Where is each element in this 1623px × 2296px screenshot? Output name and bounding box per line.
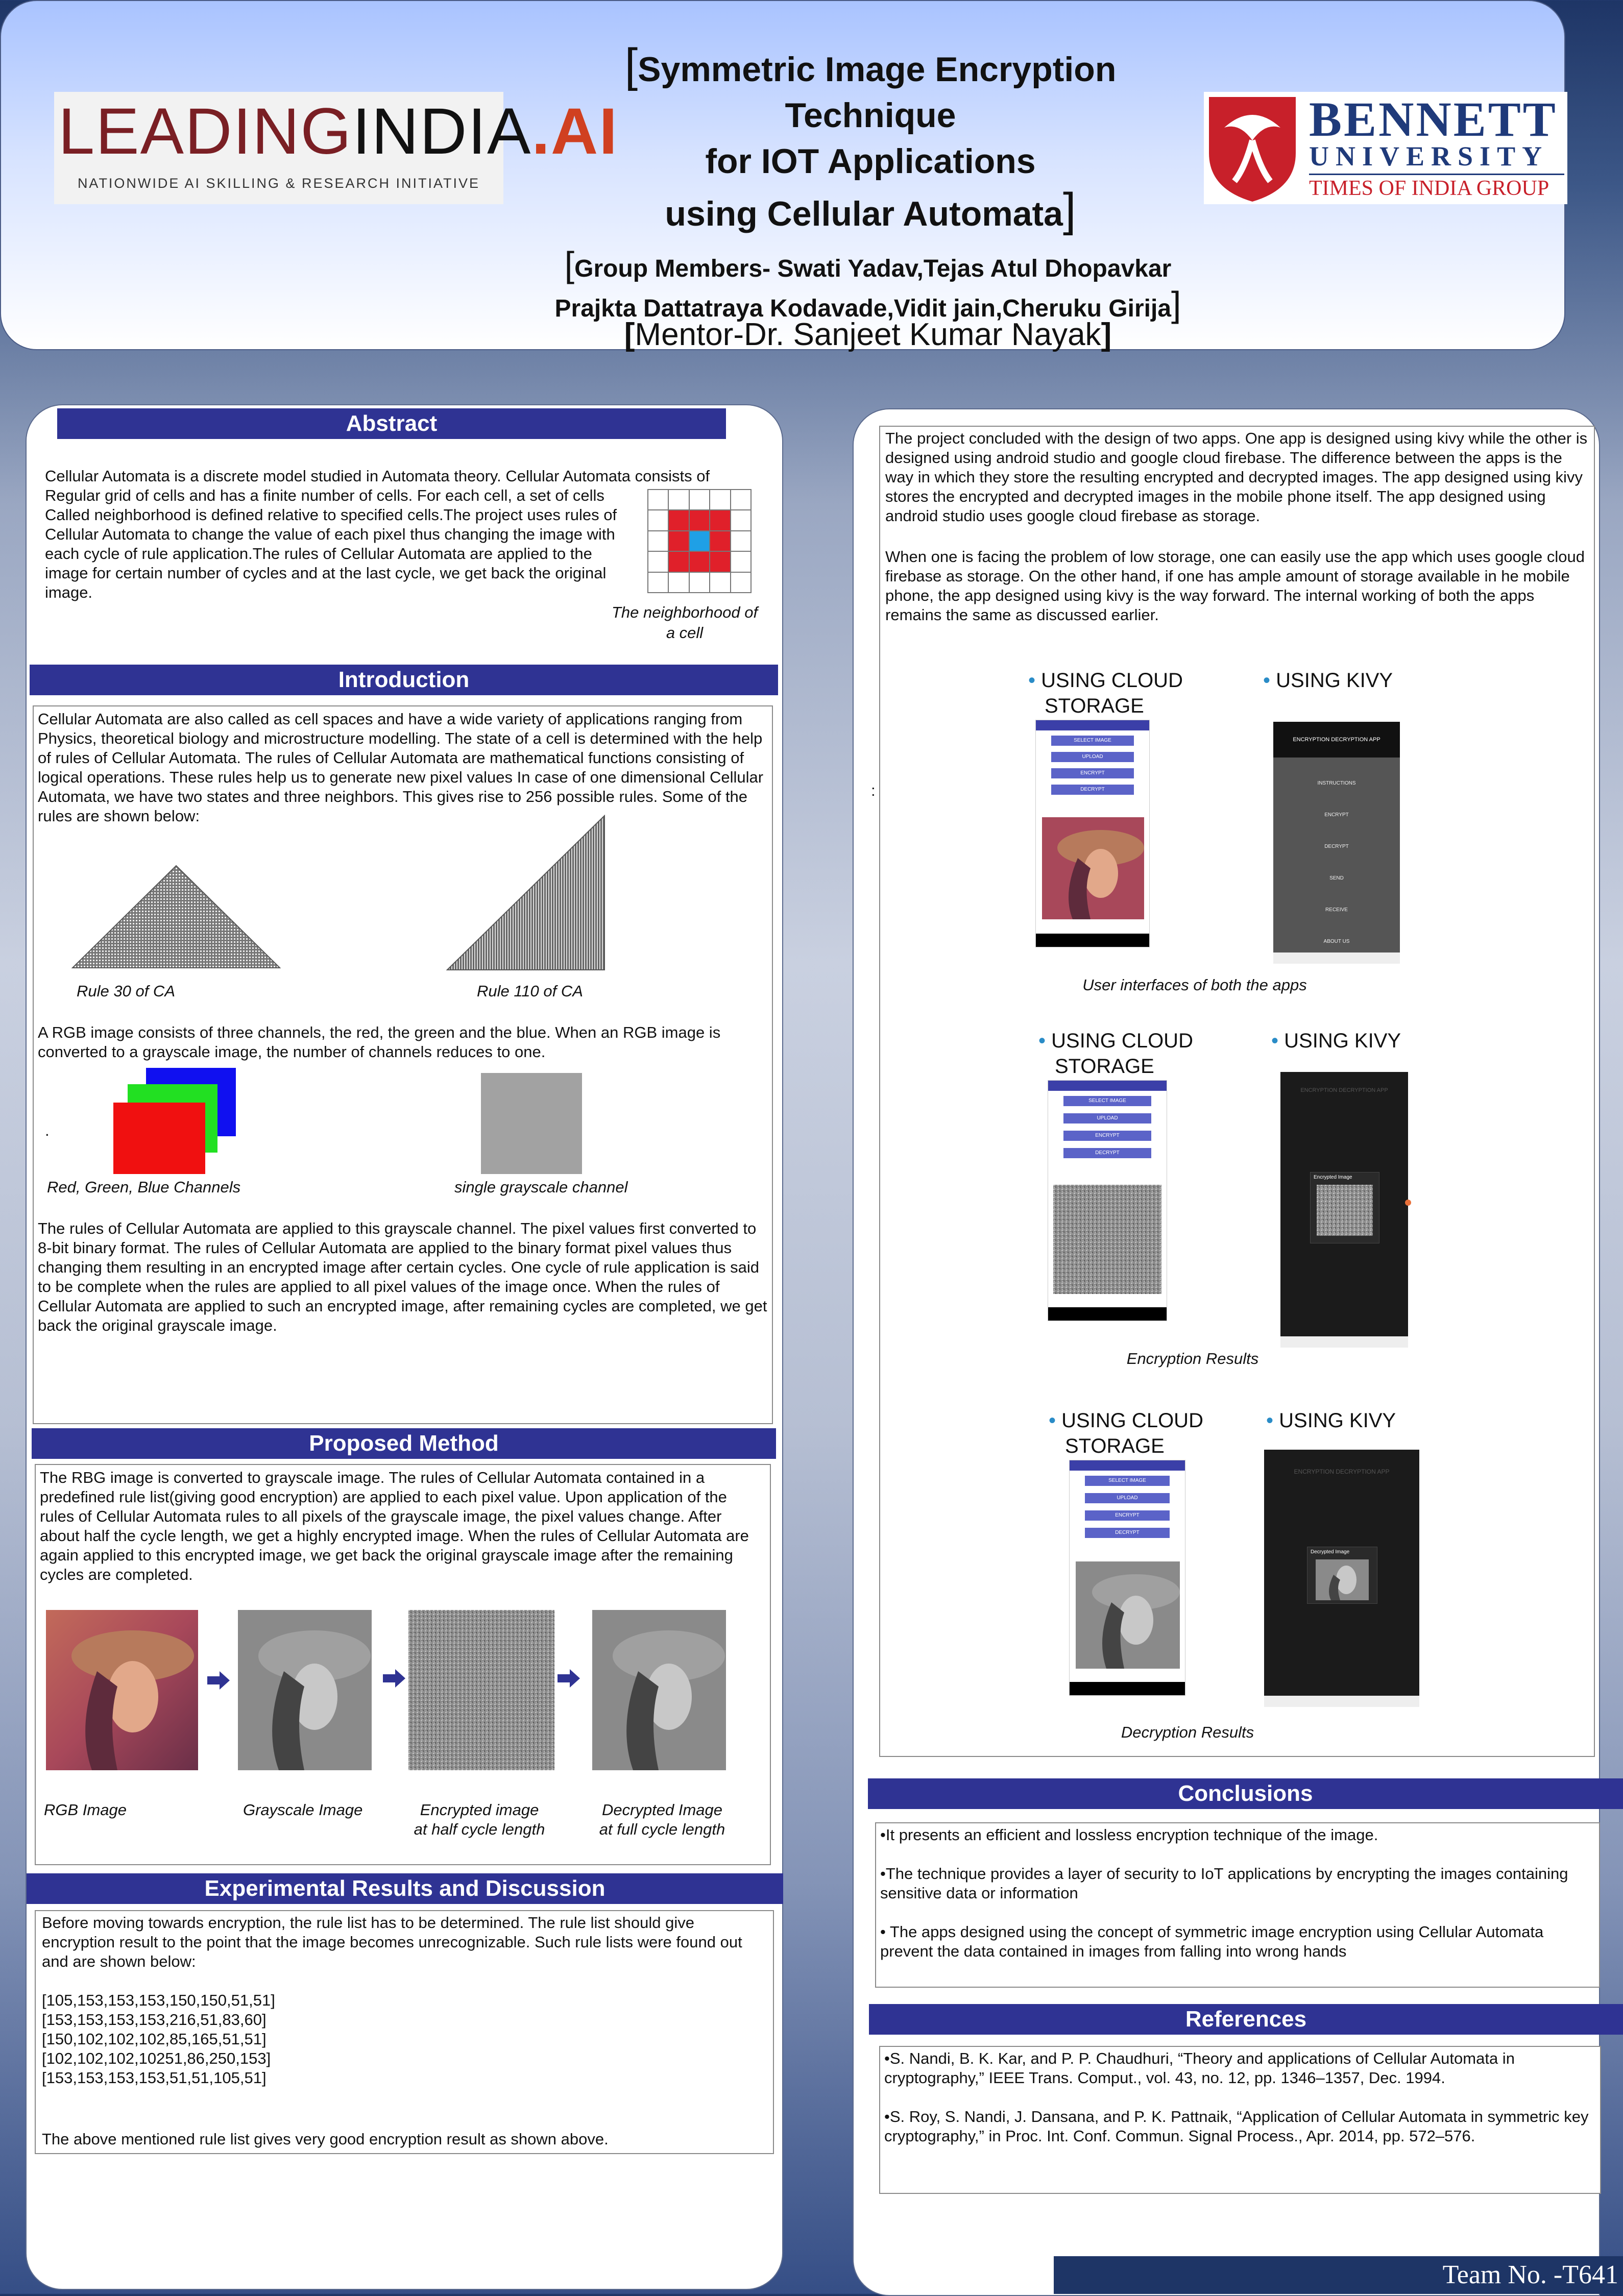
kivy-menu-receive[interactable]: RECEIVE bbox=[1325, 907, 1348, 913]
apps-para-1: The project concluded with the design of two apps. One app is designed using kivy while the other is designed using android studio and google cloud firebase. The difference between the apps is the way in which they store the resulting encrypted and decrypted images. The app designed using kivy stores the encrypted and decrypted images in the mobile phone itself. The app designed using android studio uses google cloud firebase as storage. bbox=[885, 429, 1588, 525]
leadingindia-logo bbox=[54, 92, 618, 204]
red-channel-square bbox=[113, 1103, 205, 1174]
rule-30-caption: Rule 30 of CA bbox=[77, 982, 175, 1000]
logo-right-divider bbox=[1309, 174, 1564, 175]
rule-list-item: [153,153,153,153,51,51,105,51] bbox=[42, 2069, 267, 2087]
introduction-heading: Introduction bbox=[30, 665, 778, 695]
introduction-para-3: The rules of Cellular Automata are applied to this grayscale channel. The pixel values first converted to 8-bit binary format. The rules of Cellular Automata are applied to the binary format pixel values thus changing them resulting in an encrypted image after certain cycles. One cycle of rule application is said to be complete when the rules are applied to all pixel values of the image once. When the rules of Cellular Automata are applied to such an encrypted image, after remaining cycles are completed, we get back the original grayscale image. bbox=[38, 1219, 767, 1334]
rgb-channels-caption: Red, Green, Blue Channels bbox=[47, 1178, 241, 1196]
grayscale-lena-image bbox=[238, 1610, 372, 1770]
lena-thumbnail bbox=[1042, 817, 1144, 919]
cloud-app-decryption-screen bbox=[1069, 1460, 1185, 1696]
references-heading: References bbox=[869, 2004, 1623, 2035]
logo-right-main: BENNETT bbox=[1309, 92, 1558, 146]
proposed-method-heading: Proposed Method bbox=[32, 1428, 776, 1459]
decrypted-thumbnail bbox=[1076, 1561, 1180, 1669]
select-image-button[interactable]: SELECT IMAGE bbox=[1085, 1476, 1170, 1486]
encrypted-image bbox=[408, 1610, 554, 1770]
kivy-heading-3: • USING KIVY bbox=[1266, 1409, 1396, 1432]
conclusions-box bbox=[875, 1822, 1600, 1988]
logo-right-tag: TIMES OF INDIA GROUP bbox=[1309, 177, 1549, 200]
conclusions-heading: Conclusions bbox=[868, 1778, 1623, 1809]
rgb-image-caption: RGB Image bbox=[44, 1801, 127, 1819]
rule-list-item: [150,102,102,102,85,165,51,51] bbox=[42, 2030, 267, 2048]
encrypt-button[interactable]: ENCRYPT bbox=[1085, 1510, 1170, 1521]
encrypted-caption-1: Encrypted image bbox=[420, 1801, 539, 1819]
title-bracket-close: ] bbox=[1063, 184, 1076, 236]
intro-dot: . bbox=[45, 1121, 50, 1139]
android-nav-bar bbox=[1070, 1682, 1185, 1695]
popup-handle[interactable] bbox=[1405, 1200, 1411, 1206]
title-bracket-open: [ bbox=[624, 39, 638, 91]
members-line-2: Prajkta Dattatraya Kodavade,Vidit jain,Cheruku Girija] bbox=[554, 284, 1181, 324]
rule-list-item: [105,153,153,153,150,150,51,51] bbox=[42, 1991, 275, 2009]
decrypted-lena-image bbox=[592, 1610, 726, 1770]
arrow-right-icon bbox=[383, 1669, 405, 1688]
kivy-menu-instructions[interactable]: INSTRUCTIONS bbox=[1317, 780, 1356, 786]
proposed-method-para: The RBG image is converted to grayscale image. The rules of Cellular Automata contained in a predefined rule list(giving good encryption) are applied to each pixel value. Upon application of the rules of Cellular Automata rules to all pixels of the grayscale image, the pixel values change. After about half the cycle length, we get a highly encrypted image. When the rules of Cellular Automata are again applied to this encrypted image, we get back the original grayscale image after the remaining cycles are completed. bbox=[40, 1469, 749, 1583]
cloud-heading-2: • USING CLOUD STORAGE bbox=[1038, 1030, 1193, 1078]
introduction-para-1: Cellular Automata are also called as cell spaces and have a wide variety of applications ranging from Physics, theoretical biology and microstructure modelling. The state of a cell is determined with the help of rules of Cellular Automata. The rules of Cellular Automata are mathematical functions consisting of logical operations. These rules help us to generate new pixel values In case of one dimensional Cellular Automata, we have two states and three neighbors. This gives rise to 256 possible rules. Some of the rules are shown below: bbox=[38, 710, 764, 825]
decrypt-button[interactable]: DECRYPT bbox=[1085, 1528, 1170, 1538]
kivy-menu-send[interactable]: SEND bbox=[1329, 875, 1344, 881]
arrow-right-icon bbox=[207, 1671, 230, 1690]
reference-2: •S. Roy, S. Nandi, J. Dansana, and P. K. Pattnaik, “Application of Cellular Automata in symmetric key cryptography,” in Proc. Int. Conf. Commun. Signal Process., Apr. 2014, pp. 572–576. bbox=[884, 2108, 1589, 2145]
bennett-logo bbox=[1204, 92, 1567, 204]
decrypted-caption-2: at full cycle length bbox=[599, 1820, 725, 1838]
arrow-right-icon bbox=[558, 1669, 580, 1688]
decrypt-button[interactable]: DECRYPT bbox=[1051, 785, 1134, 795]
experimental-heading: Experimental Results and Discussion bbox=[27, 1873, 783, 1904]
rule-list-item: [153,153,153,153,216,51,83,60] bbox=[42, 2011, 267, 2029]
cloud-app-ui-screen bbox=[1035, 720, 1150, 947]
app-status-bar bbox=[1070, 1460, 1185, 1471]
poster-title bbox=[516, 39, 1225, 237]
rule-110-caption: Rule 110 of CA bbox=[477, 982, 583, 1000]
android-nav-bar bbox=[1048, 1307, 1167, 1321]
title-line-3: for IOT Applications bbox=[705, 142, 1036, 181]
title-line-1: Symmetric Image Encryption bbox=[638, 50, 1117, 89]
experimental-para: Before moving towards encryption, the rule list has to be determined. The rule list should give encryption result to the point that the image becomes unrecognizable. Such rule lists were found out and are shown below: bbox=[42, 1914, 742, 1970]
upload-button[interactable]: UPLOAD bbox=[1063, 1113, 1151, 1123]
encrypted-popup bbox=[1310, 1172, 1379, 1243]
kivy-heading-2: • USING KIVY bbox=[1271, 1030, 1401, 1052]
upload-button[interactable]: UPLOAD bbox=[1051, 752, 1134, 762]
android-nav-bar bbox=[1280, 1336, 1408, 1348]
android-nav-bar bbox=[1264, 1696, 1419, 1707]
logo-right-sub: UNIVERSITY bbox=[1309, 141, 1549, 172]
kivy-app-title: ENCRYPTION DECRYPTION APP bbox=[1273, 722, 1400, 758]
conclusion-1: •It presents an efficient and lossless encryption technique of the image. bbox=[880, 1826, 1378, 1844]
kivy-heading-1: • USING KIVY bbox=[1263, 669, 1393, 692]
kivy-app-title: ENCRYPTION DECRYPTION APP bbox=[1300, 1087, 1388, 1093]
reference-1: •S. Nandi, B. K. Kar, and P. P. Chaudhuri, “Theory and applications of Cellular Automata in cryptography,” IEEE Trans. Comput., vol. 43, no. 12, pp. 1346–1357, Dec. 1994. bbox=[884, 2049, 1515, 2087]
title-line-2: Technique bbox=[785, 96, 956, 135]
neighborhood-caption: The neighborhood of a cell bbox=[611, 603, 758, 642]
abstract-body: Regular grid of cells and has a finite number of cells. For each cell, a set of cells Called neighborhood is defined relative to specified cells.The project uses rules of Cellular Automata to change the value of each pixel thus changing the image with each cycle of rule application.The rules of Cellular Automata are applied to the image for certain number of cycles and at the last cycle, we get back the original image. bbox=[45, 486, 617, 601]
decrypt-button[interactable]: DECRYPT bbox=[1063, 1148, 1151, 1158]
logo-left-part-a: LEADING bbox=[58, 95, 352, 168]
encrypted-thumbnail bbox=[1053, 1185, 1161, 1294]
rule-list bbox=[42, 1991, 501, 2088]
neighborhood-grid-diagram bbox=[647, 489, 752, 593]
rule-110-pattern bbox=[446, 815, 605, 971]
abstract-line-1: Cellular Automata is a discrete model studied in Automata theory. Cellular Automata consists of bbox=[45, 467, 710, 485]
cloud-heading-1: • USING CLOUD STORAGE bbox=[1028, 669, 1183, 717]
encrypted-thumbnail bbox=[1317, 1185, 1373, 1236]
encryption-caption: Encryption Results bbox=[1126, 1350, 1259, 1367]
kivy-app-ui-screen bbox=[1273, 722, 1400, 964]
grayscale-channel-square bbox=[481, 1073, 582, 1174]
conclusion-3: • The apps designed using the concept of symmetric image encryption using Cellular Automata prevent the data contained in images from falling into wrong hands bbox=[880, 1923, 1544, 1960]
decrypted-caption-1: Decrypted Image bbox=[601, 1801, 723, 1819]
kivy-app-decryption-screen bbox=[1264, 1450, 1419, 1707]
team-number: Team No. -T641 bbox=[1442, 2260, 1618, 2289]
select-image-button[interactable]: SELECT IMAGE bbox=[1063, 1096, 1151, 1106]
kivy-app-title: ENCRYPTION DECRYPTION APP bbox=[1294, 1468, 1390, 1475]
decrypted-thumbnail bbox=[1316, 1559, 1369, 1600]
decrypted-popup bbox=[1307, 1547, 1377, 1604]
title-line-4: using Cellular Automata bbox=[665, 194, 1063, 233]
popup-title: Encrypted Image bbox=[1314, 1175, 1352, 1180]
app-status-bar bbox=[1036, 720, 1149, 730]
experimental-closing: The above mentioned rule list gives very good encryption result as shown above. bbox=[42, 2130, 609, 2148]
upload-button[interactable]: UPLOAD bbox=[1085, 1493, 1170, 1503]
grayscale-caption: single grayscale channel bbox=[454, 1178, 628, 1196]
kivy-menu-encrypt[interactable]: ENCRYPT bbox=[1324, 812, 1349, 818]
android-nav-bar bbox=[1036, 934, 1149, 947]
popup-title: Decrypted Image bbox=[1311, 1549, 1350, 1555]
logo-left-part-c: .AI bbox=[531, 95, 618, 168]
grayscale-image-caption: Grayscale Image bbox=[243, 1801, 363, 1819]
logo-left-part-b: INDIA bbox=[352, 95, 532, 168]
introduction-para-2: A RGB image consists of three channels, the red, the green and the blue. When an RGB image is converted to a grayscale image, the number of channels reduces to one. bbox=[38, 1023, 721, 1061]
mentor-line: [Mentor-Dr. Sanjeet Kumar Nayak] bbox=[624, 317, 1112, 352]
rule-30-pattern bbox=[71, 865, 281, 969]
conclusion-2: •The technique provides a layer of security to IoT applications by encrypting the images containing sensitive data or information bbox=[880, 1865, 1568, 1902]
android-nav-bar bbox=[1273, 952, 1400, 964]
members-line-1: [Group Members- Swati Yadav,Tejas Atul Dhopavkar bbox=[564, 245, 1172, 284]
decryption-caption: Decryption Results bbox=[1121, 1723, 1254, 1741]
select-image-button[interactable]: SELECT IMAGE bbox=[1051, 736, 1134, 746]
rule-list-item: [102,102,102,10251,86,250,153] bbox=[42, 2049, 271, 2067]
abstract-heading: Abstract bbox=[57, 408, 726, 439]
app-status-bar bbox=[1048, 1081, 1167, 1091]
encrypted-caption-2: at half cycle length bbox=[414, 1820, 545, 1838]
kivy-menu-decrypt[interactable]: DECRYPT bbox=[1324, 844, 1349, 849]
apps-para-2: When one is facing the problem of low storage, one can easily use the app which uses google cloud firebase as storage. On the other hand, if one has ample amount of storage available in he mobile phone, the app designed using kivy is the way forward. The internal working of both the apps remains the same as discussed earlier. bbox=[885, 548, 1585, 624]
kivy-menu-about[interactable]: ABOUT US bbox=[1323, 939, 1350, 944]
cloud-app-encryption-screen bbox=[1048, 1080, 1167, 1321]
apps-box bbox=[879, 426, 1595, 1757]
logo-left-subtitle: NATIONWIDE AI SKILLING & RESEARCH INITIATIVE bbox=[77, 176, 480, 191]
kivy-menu bbox=[1273, 768, 1400, 958]
apps-colon: : bbox=[871, 781, 876, 799]
cloud-heading-3: • USING CLOUD STORAGE bbox=[1049, 1409, 1203, 1457]
kivy-app-encryption-screen bbox=[1280, 1072, 1408, 1348]
rgb-lena-image bbox=[46, 1610, 198, 1770]
ui-caption: User interfaces of both the apps bbox=[1082, 976, 1307, 994]
encrypt-button[interactable]: ENCRYPT bbox=[1051, 768, 1134, 778]
encrypt-button[interactable]: ENCRYPT bbox=[1063, 1131, 1151, 1141]
